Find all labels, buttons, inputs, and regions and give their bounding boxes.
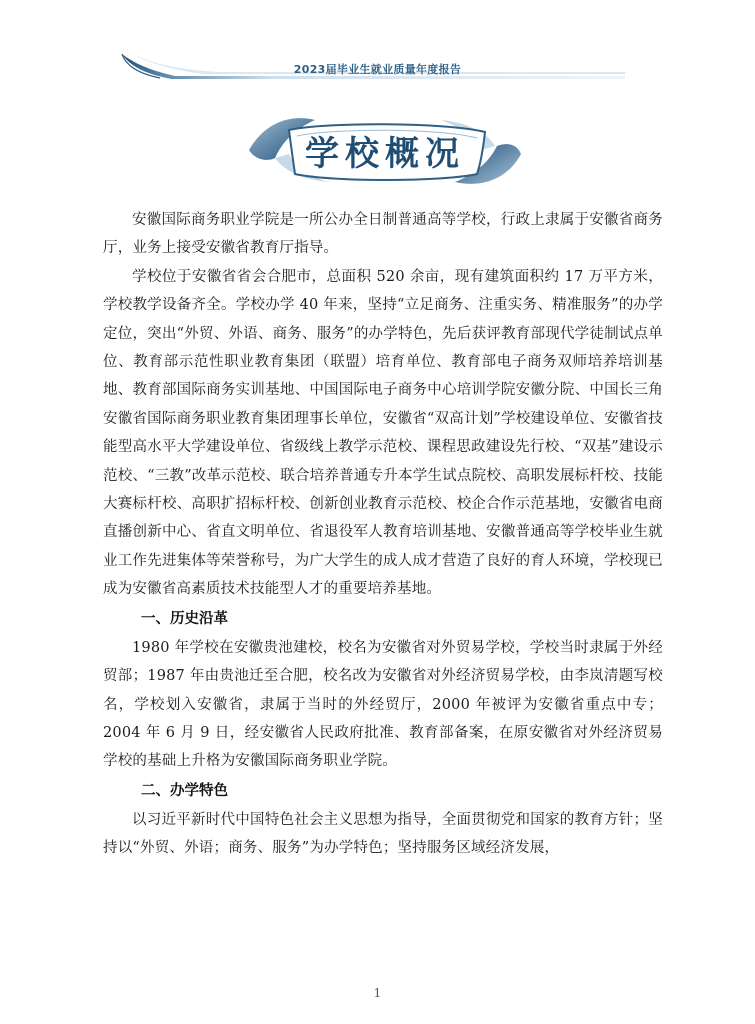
section-title: 学校概况 [305, 133, 465, 174]
page-number: 1 [373, 986, 382, 1000]
features-paragraph: 以习近平新时代中国特色社会主义思想为指导，全面贯彻党和国家的教育方针；坚持以“外贸、外语；商务、服务”为办学特色；坚持服务区域经济发展， [103, 811, 663, 857]
intro-paragraph-1: 安徽国际商务职业学院是一所公办全日制普通高等学校，行政上隶属于安徽省商务厅，业务上接受安徽省教育厅指导。 [103, 212, 663, 257]
report-header-title: 2023届毕业生就业质量年度报告 [293, 63, 462, 76]
history-paragraph: 1980 年学校在安徽贵池建校，校名为安徽省对外贸易学校，学校当时隶属于外经贸部；1987 年由贵池迁至合肥，校名改为安徽省对外经济贸易学校，由李岚清题写校名，学校划入安徽省，隶属于当时的外经贸厅，2000 年被评为安徽省重点中专；2004 年 6 月 9 日，经安徽省人民政府批准、教育部备案，在原安徽省对外经济贸易学校的基础上升格为安徽国际商务职业学院。 [103, 639, 663, 770]
intro-paragraph-2: 学校位于安徽省省会合肥市，总面积 520 余亩，现有建筑面积约 17 万平方米，学校教学设备齐全。学校办学 40 年来，坚持“立足商务、注重实务、精准服务”的办学定位，突出“外贸、外语、商务、服务”的办学特色，先后获评教育部现代学徒制试点单位、教育部示范性职业教育集团（联盟）培育单位、教育部电子商务双师培养培训基地、教育部国际商务实训基地、中国国际电子商务中心培训学院安徽分院、中国长三角安徽省国际商务职业教育集团理事长单位，安徽省“双高计划”学校建设单位、安徽省技能型高水平大学建设单位、省级线上教学示范校、课程思政建设先行校、“双基”建设示范校、“三教”改革示范校、联合培养普通专升本学生试点院校、高职发展标杆校、技能大赛标杆校、高职扩招标杆校、创新创业教育示范校、校企合作示范基地，安徽省电商直播创新中心、省直文明单位、省退役军人教育培训基地、安徽普通高等学校毕业生就业工作先进集体等荣誉称号，为广大学生的成人成才营造了良好的育人环境，学校现已成为安徽省高素质技术技能型人才的重要培养基地。 [103, 268, 663, 598]
body-content [103, 206, 663, 863]
features-heading: 二、办学特色 [141, 782, 228, 799]
history-heading: 一、历史沿革 [141, 610, 228, 627]
